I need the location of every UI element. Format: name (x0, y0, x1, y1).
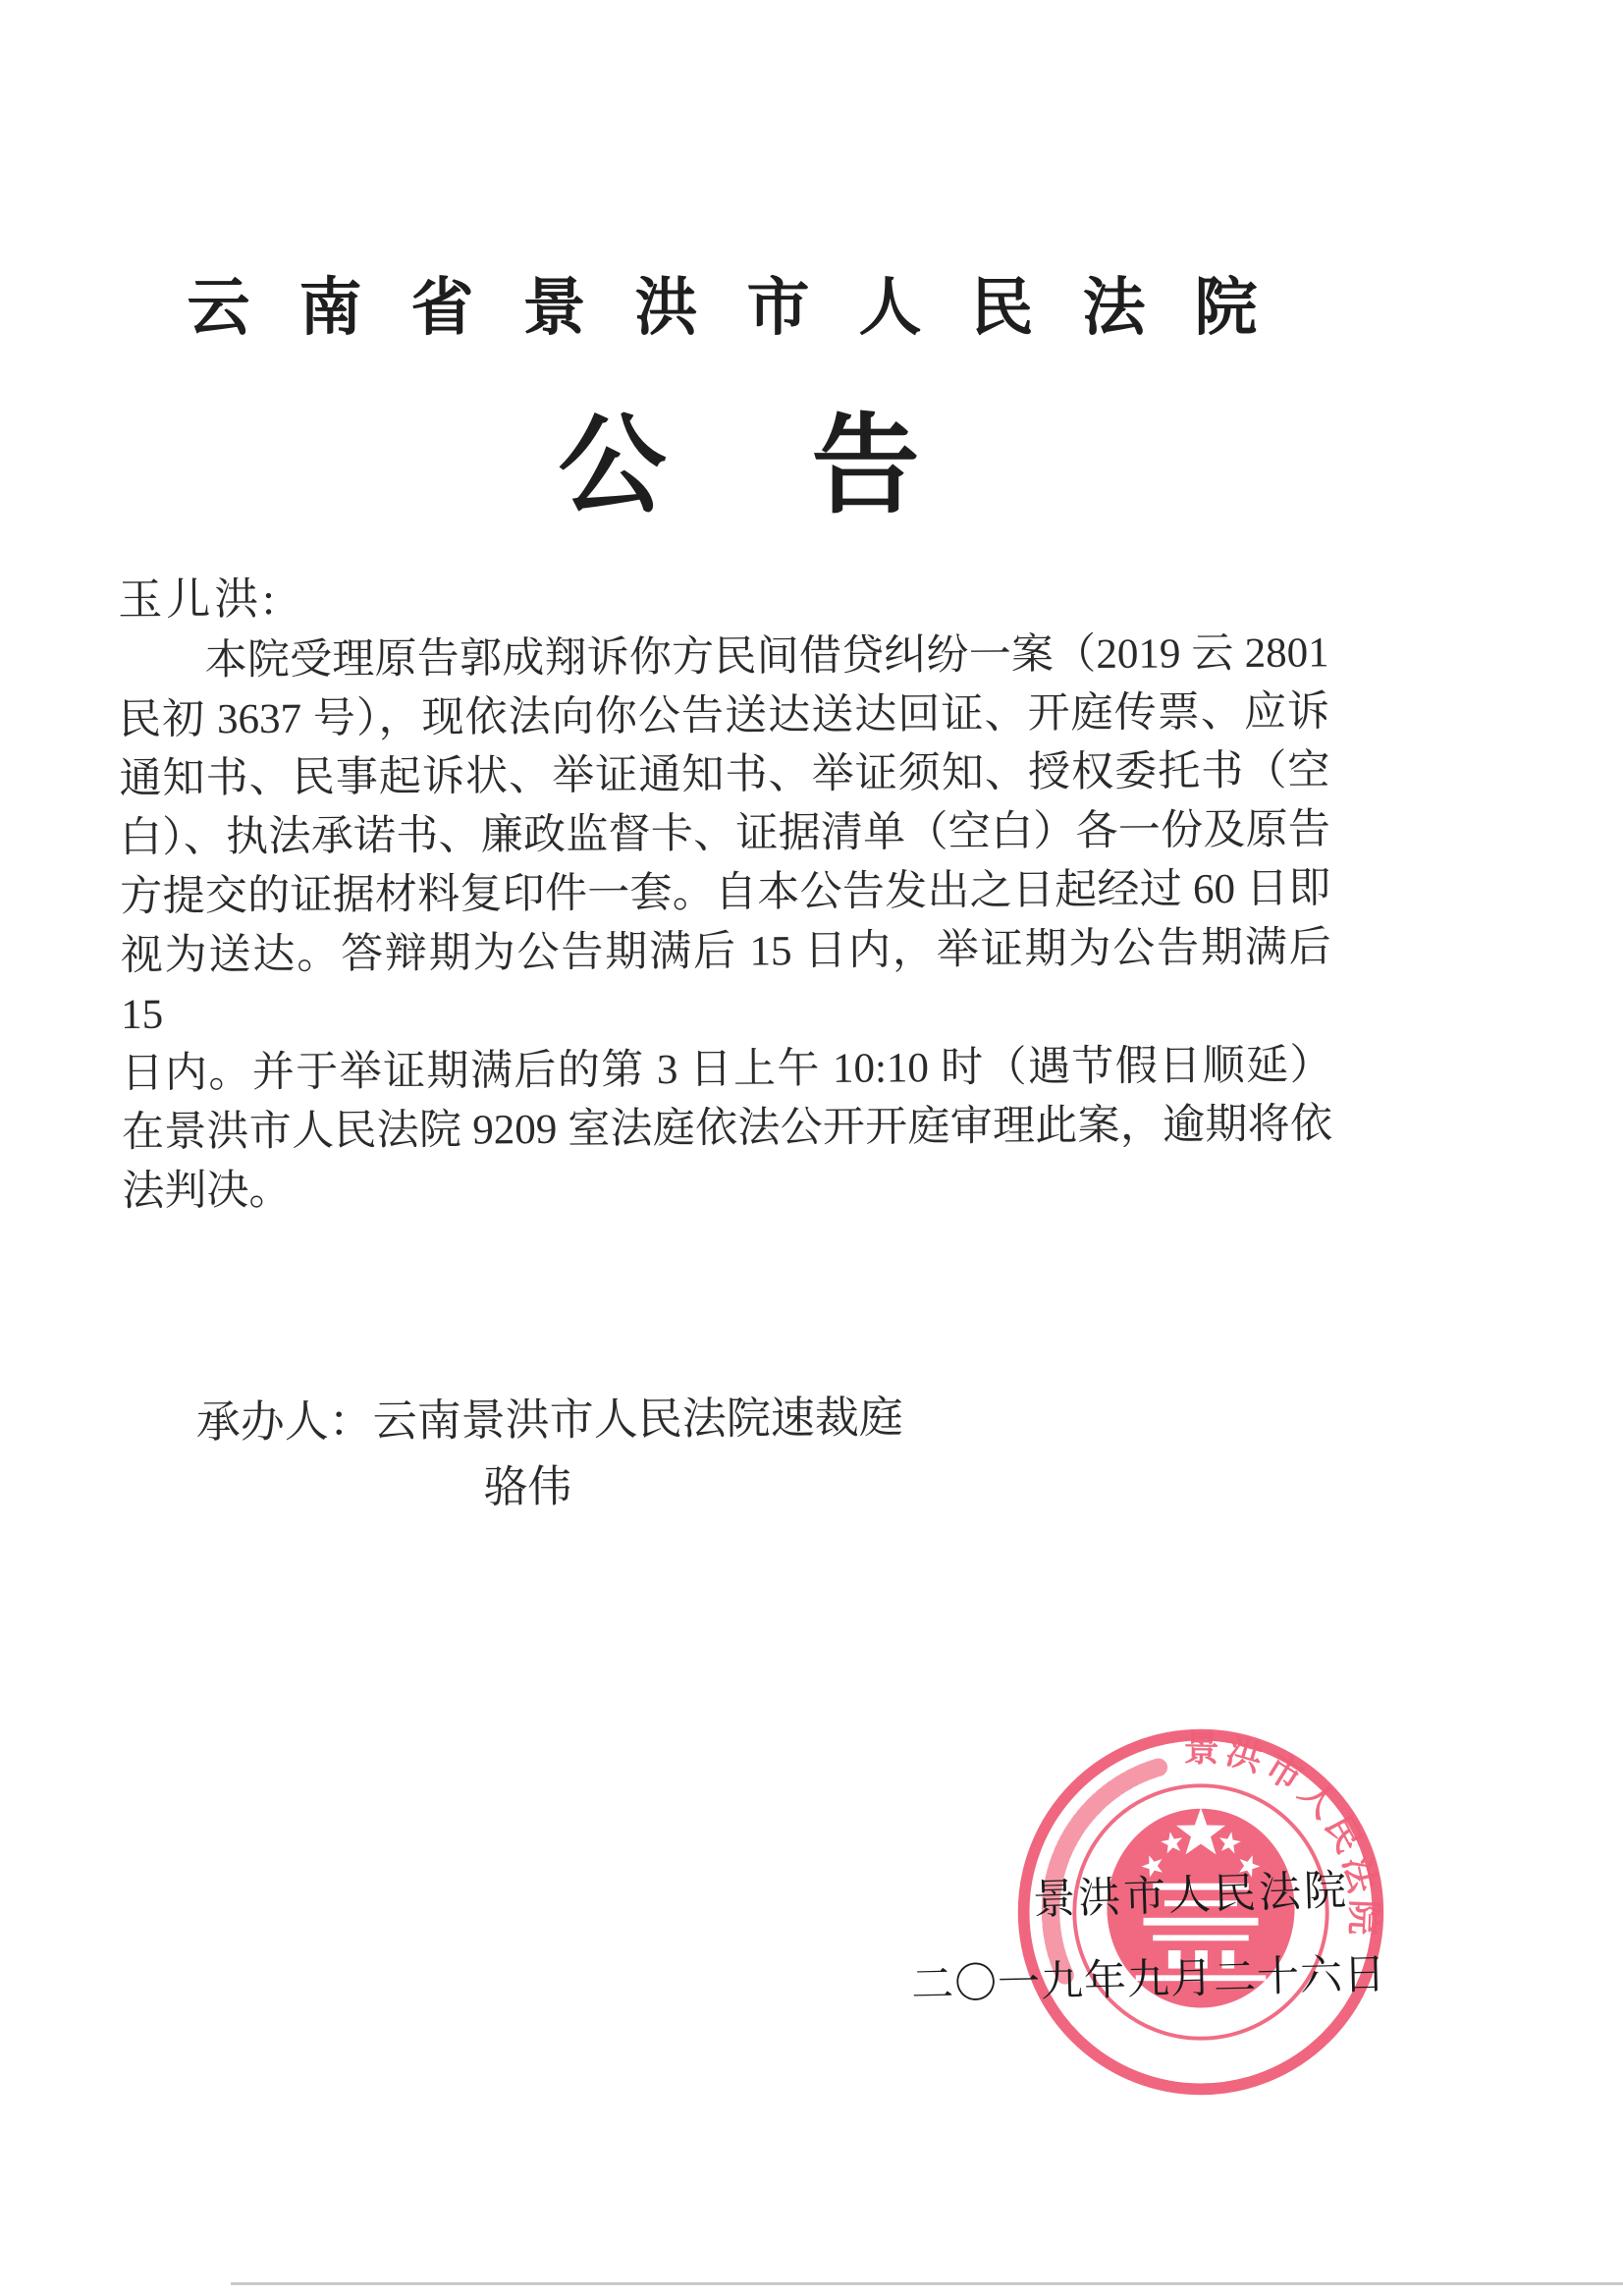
body-line: 本院受理原告郭成翔诉你方民间借贷纠纷一案（2019 云 2801 (204, 629, 1329, 684)
handler-block (196, 1384, 904, 1522)
page-title-court-name: 云南省景洪市人民法院 (187, 273, 1307, 343)
seal-date-text: 二〇一九年九月二十六日 (910, 1951, 1387, 2009)
page-title-doc-type: 公告 (558, 407, 1065, 526)
body-line: 日内。并于举证期满后的第 3 日上午 10:10 时（遇节假日顺延） (121, 1042, 1332, 1097)
body-line: 民初 3637 号），现依法向你公告送达送达回证、开庭传票、应诉 (118, 688, 1330, 743)
body-paragraph (118, 624, 1332, 1222)
handler-line: 承办人：云南景洪市人民法院速裁庭 (195, 1393, 903, 1448)
handler-name: 骆伟 (483, 1461, 572, 1512)
seal-court-name-text: 景洪市人民法院 (1032, 1867, 1350, 1925)
body-line: 视为送达。答辩期为公告期满后 15 日内，举证期为公告期满后 15 (120, 924, 1331, 1038)
body-line: 在景洪市人民法院 9209 室法庭依法公开开庭审理此案，逾期将依 (121, 1101, 1333, 1156)
body-line: 法判决。 (122, 1167, 292, 1215)
body-line: 白）、执法承诺书、廉政监督卡、证据清单（空白）各一份及原告 (119, 806, 1331, 861)
body-line: 通知书、民事起诉状、举证通知书、举证须知、授权委托书（空 (119, 747, 1330, 802)
scanner-artifact-line (231, 2282, 1623, 2285)
seal-arc-text: 景洪市人民法院 (1183, 1729, 1384, 1941)
body-line: 方提交的证据材料复印件一套。自本公告发出之日起经过 60 日即 (120, 865, 1331, 920)
recipient-line: 玉儿洪: (118, 574, 279, 625)
document-body (118, 561, 1333, 1222)
